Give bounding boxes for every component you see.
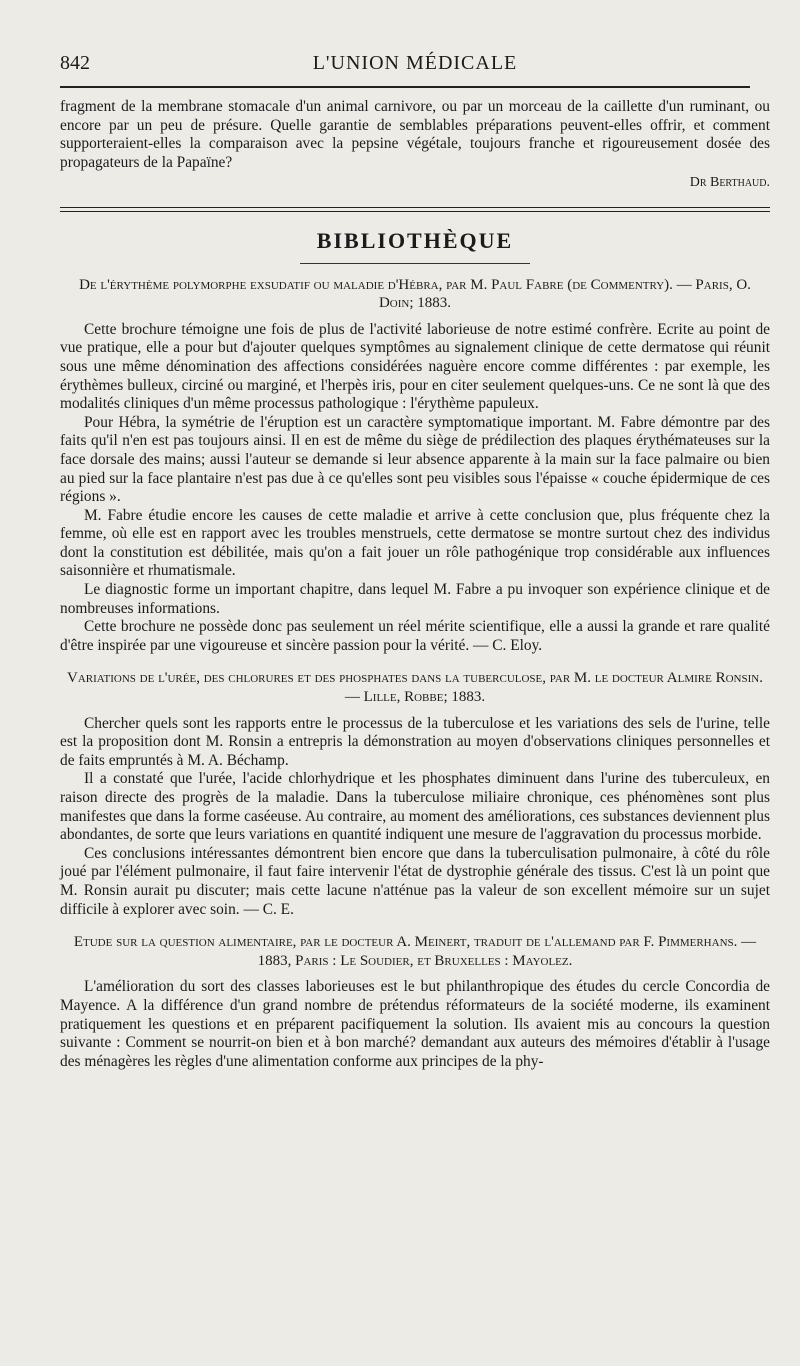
review-paragraph: Ces conclusions intéressantes démontrent bien encore que dans la tuberculisation pulmonaire, à côté du rôle joué par l'élément pulmonaire, il faut faire intervenir l'état de dystrophie générale des tissus. C'est là un point que M. Ronsin aurait pu discuter; mais cette lacune n'atténue pas la valeur de son excellent mémoire sur un sujet difficile à explorer avec soin. — C. E. [60,844,770,918]
review-paragraph: Cette brochure témoigne une fois de plus de l'activité laborieuse de notre estimé confrère. Ecrite au point de vue pratique, elle a pour but d'ajouter quelques symptômes au signalement clinique de cette dermatose qui réunit sous une même dénomination des affections considérées naguère encore comme différentes : par exemple, les érythèmes bulleux, circiné ou marginé, et l'herpès iris, pour en citer seulement quelques-uns. Ce ne sont là que des modalités cliniques d'un même processus pathologique : l'érythème papuleux. [60,320,770,413]
review-paragraph: M. Fabre étudie encore les causes de cette maladie et arrive à cette conclusion que, plus fréquente chez la femme, où elle est en rapport avec les troubles menstruels, cette dermatose se montre surtout chez des individus dont la constitution est débilitée, mais qu'on a fait jouer un rôle pathogénique trop considérable aux influences saisonnière et rhumatismale. [60,506,770,580]
review-reference: Variations de l'urée, des chlorures et des phosphates dans la tuberculose, par M. le docteur Almire Ronsin.— Lille, Robbe; 1883. [67,670,763,706]
review-paragraph: Cette brochure ne possède donc pas seulement un réel mérite scientifique, elle a aussi la grande et rare qualité d'être inspirée par une vigoureuse et sincère passion pour la vérité. — C. Eloy. [60,618,770,654]
page-number: 842 [60,52,90,74]
intro-signature [60,174,770,193]
review-reference: De l'érythème polymorphe exsudatif ou maladie d'Hébra, par M. Paul Fabre (de Commentry). — Paris, O. Doin; 1883. [79,276,751,312]
review-paragraph: Chercher quels sont les rapports entre le processus de la tuberculose et les variations des sels de l'urine, telle est la proposition dont M. Ronsin a entrepris la démonstration au moyen d'observations cliniques personnelles et de faits empruntés à M. A. Béchamp. [60,714,770,769]
running-title: L'UNION MÉDICALE [312,52,518,74]
signature-text: Dr Berthaud. [689,175,770,191]
review-paragraph: Pour Hébra, la symétrie de l'éruption est un caractère symptomatique important. M. Fabre démontre par des faits qu'il n'en est pas toujours ainsi. Il en est de même du siège de prédilection des plaques érythémateuses sur la face dorsale des mains; aussi l'auteur se demande si leur absence apparente à la main sur la face palmaire ou bien au pied sur la face plantaire n'est pas due à ce qu'elles sont peu visibles sous l'épaisse « couche épidermique de ces régions ». [60,413,770,506]
review-paragraph: Il a constaté que l'urée, l'acide chlorhydrique et les phosphates diminuent dans l'urine des tuberculeux, en raison directe des progrès de la maladie. Dans la tuberculose miliaire chronique, ces phénomènes sont plus manifestes que dans la forme caséeuse. Au contraire, au moment des améliorations, ces substances deviennent plus abondantes, de sorte que leurs variations en quantité indiquent une mesure de l'aggravation du processus morbide. [60,770,770,844]
intro-paragraph: fragment de la membrane stomacale d'un animal carnivore, ou par un morceau de la caillette d'un ruminant, ou encore par un peu de présure. Quelle garantie de semblables préparations peuvent-elles offrir, et comment supporteraient-elles la comparaison avec la pepsine végétale, toujours franche et rigoureusement dosée des propagateurs de la Papaïne? [60,98,770,171]
section-title-rule [300,263,530,264]
section-divider [60,207,770,212]
review-paragraph: L'amélioration du sort des classes laborieuses est le but philanthropique des études du cercle Concordia de Mayence. A la différence d'un grand nombre de prétendus réformateurs de la société moderne, ils examinent pratiquement les questions et en préparent pacifiquement la solution. Ils avaient mis au concours la question suivante : Comment se nourrit-on bien et à bon marché? demandant aux auteurs des mémoires d'établir à l'usage des ménagères les règles d'une alimentation conforme aux principes de la phy- [60,978,770,1070]
section-title: BIBLIOTHÈQUE [316,227,514,253]
page-content [60,98,770,1071]
review-reference: Etude sur la question alimentaire, par le docteur A. Meinert, traduit de l'allemand par F. Pimmerhans. — 1883, Paris : Le Soudier, et Bruxelles : Mayolez. [73,934,757,969]
review-paragraph: Le diagnostic forme un important chapitre, dans lequel M. Fabre a pu invoquer son expérience clinique et de nombreuses informations. [60,581,770,617]
header-rule [60,86,750,88]
page-header [60,52,770,82]
